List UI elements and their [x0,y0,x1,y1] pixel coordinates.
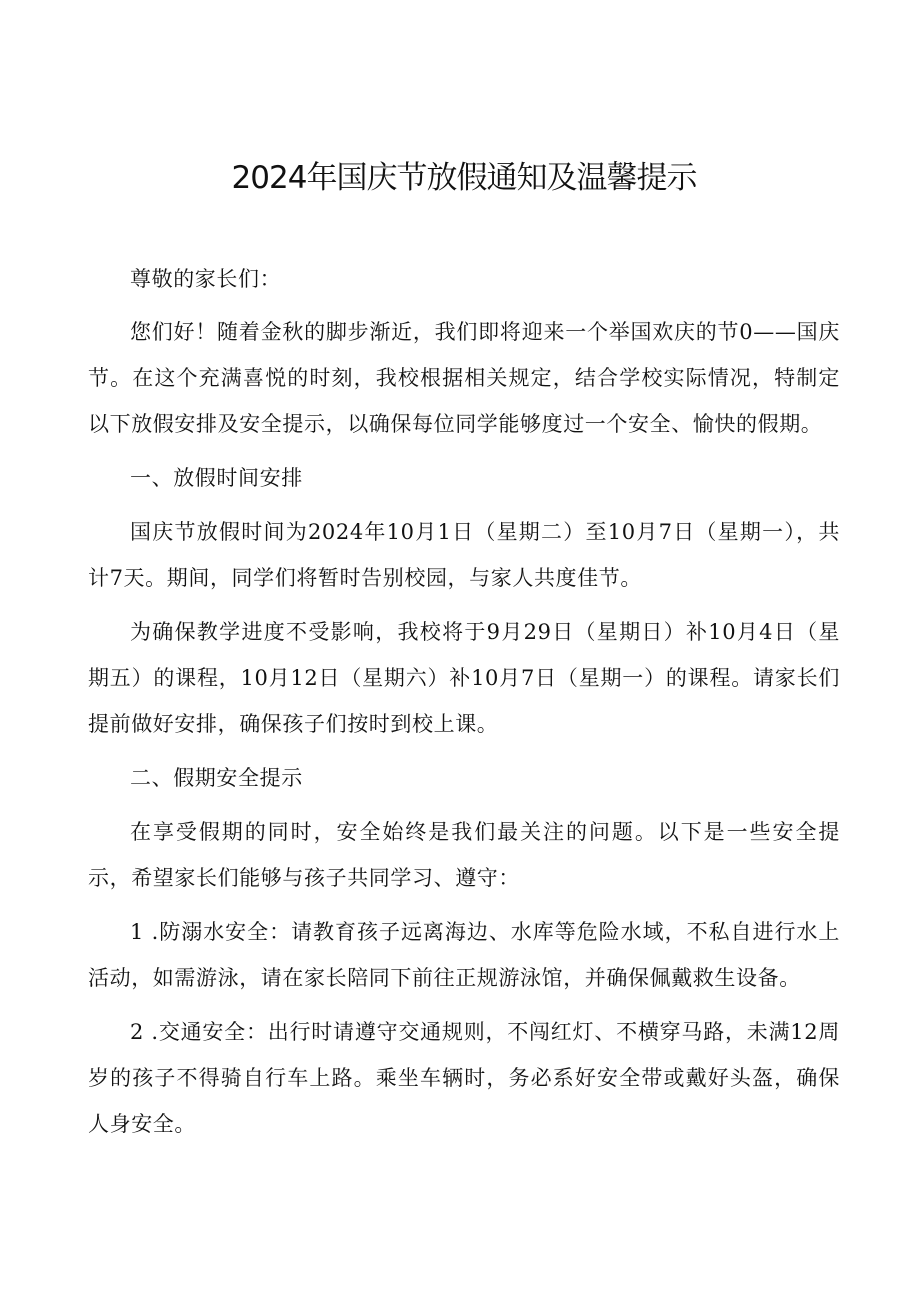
safety-item-traffic: 2 .交通安全：出行时请遵守交通规则，不闯红灯、不横穿马路，未满12周岁的孩子不得骑自行车上路。乘坐车辆时，务必系好安全带或戴好头盔，确保人身安全。 [88,1020,840,1136]
section-heading-safety: 二、假期安全提示 [130,766,303,790]
greeting: 尊敬的家长们： [130,267,282,291]
safety-intro-paragraph: 在享受假期的同时，安全始终是我们最关注的问题。以下是一些安全提示，希望家长们能够与孩子共同学习、遵守： [88,820,840,890]
schedule-paragraph-2: 为确保教学进度不受影响，我校将于9月29日（星期日）补10月4日（星期五）的课程，10月12日（星期六）补10月7日（星期一）的课程。请家长们提前做好安排，确保孩子们按时到校上课。 [88,620,840,736]
schedule-paragraph-1: 国庆节放假时间为2024年10月1日（星期二）至10月7日（星期一），共计7天。期间，同学们将暂时告别校园，与家人共度佳节。 [88,520,840,590]
intro-paragraph: 您们好！随着金秋的脚步渐近，我们即将迎来一个举国欢庆的节0——国庆节。在这个充满喜悦的时刻，我校根据相关规定，结合学校实际情况，特制定以下放假安排及安全提示，以确保每位同学能够度过一个安全、愉快的假期。 [88,320,840,436]
document-title: 2024年国庆节放假通知及温馨提示 [231,160,697,196]
document-body [88,256,840,1147]
section-heading-schedule: 一、放假时间安排 [130,466,303,490]
safety-item-drowning: 1 .防溺水安全：请教育孩子远离海边、水库等危险水域，不私自进行水上活动，如需游泳，请在家长陪同下前往正规游泳馆，并确保佩戴救生设备。 [88,920,840,990]
